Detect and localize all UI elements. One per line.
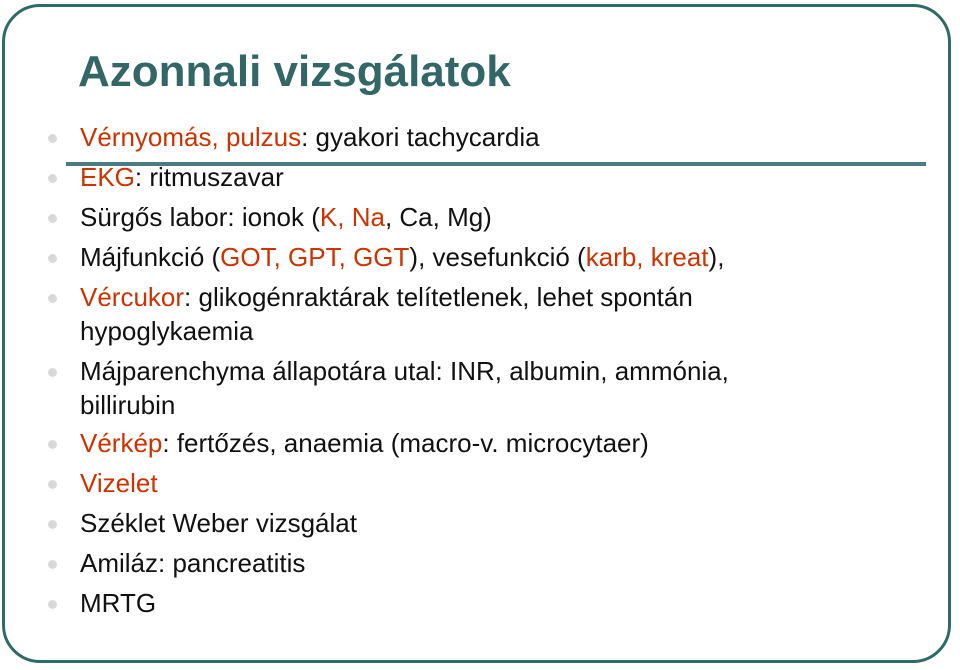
- list-item: [80, 466, 880, 500]
- list-item: [80, 200, 880, 234]
- list-item: [80, 280, 880, 314]
- bullet-icon: [48, 440, 57, 449]
- list-item: [80, 160, 880, 194]
- item-text: Amiláz: pancreatitis: [80, 548, 306, 578]
- bullet-icon: [48, 480, 57, 489]
- item-text: MRTG: [80, 588, 157, 618]
- list-item: [80, 506, 880, 540]
- highlighted-text: EKG: [80, 162, 135, 192]
- item-text: : gyakori tachycardia: [301, 122, 540, 152]
- highlighted-text: Vércukor: [80, 282, 185, 312]
- list-item-continuation: [80, 314, 880, 348]
- bullet-icon: [48, 294, 57, 303]
- item-text: billirubin: [80, 390, 176, 420]
- highlighted-text: Vérkép: [80, 428, 163, 458]
- item-text: ),: [708, 242, 725, 272]
- bullet-icon: [48, 174, 57, 183]
- item-text: Sürgős labor: ionok (: [80, 202, 320, 232]
- bullet-icon: [48, 368, 57, 377]
- list-item: [80, 240, 880, 274]
- item-text: : fertőzés, anaemia (macro-v. microcytaer): [162, 428, 649, 458]
- list-item: [80, 426, 880, 460]
- bullet-icon: [48, 600, 57, 609]
- highlighted-text: karb, kreat: [585, 242, 709, 272]
- bullet-icon: [48, 254, 57, 263]
- item-text: ), vesefunkció (: [409, 242, 586, 272]
- item-text: : ritmuszavar: [134, 162, 284, 192]
- list-item-continuation: [80, 388, 880, 422]
- bullet-icon: [48, 134, 57, 143]
- highlighted-text: Vizelet: [80, 468, 158, 498]
- list-item: [80, 120, 880, 154]
- highlighted-text: Vérnyomás, pulzus: [80, 122, 302, 152]
- item-text: Májfunkció (: [80, 242, 221, 272]
- item-text: : glikogénraktárak telítetlenek, lehet spontán: [184, 282, 693, 312]
- highlighted-text: K, Na: [319, 202, 385, 232]
- list-item: [80, 546, 880, 580]
- item-text: Széklet Weber vizsgálat: [80, 508, 357, 538]
- list-item: [80, 586, 880, 620]
- slide-title: Azonnali vizsgálatok: [78, 47, 511, 96]
- item-text: Májparenchyma állapotára utal: INR, albumin, ammónia,: [80, 356, 729, 386]
- item-text: , Ca, Mg): [384, 202, 492, 232]
- list-item: [80, 354, 880, 388]
- highlighted-text: GOT, GPT, GGT: [220, 242, 410, 272]
- bullet-icon: [48, 560, 57, 569]
- bullet-icon: [48, 520, 57, 529]
- bullet-icon: [48, 214, 57, 223]
- item-text: hypoglykaemia: [80, 316, 254, 346]
